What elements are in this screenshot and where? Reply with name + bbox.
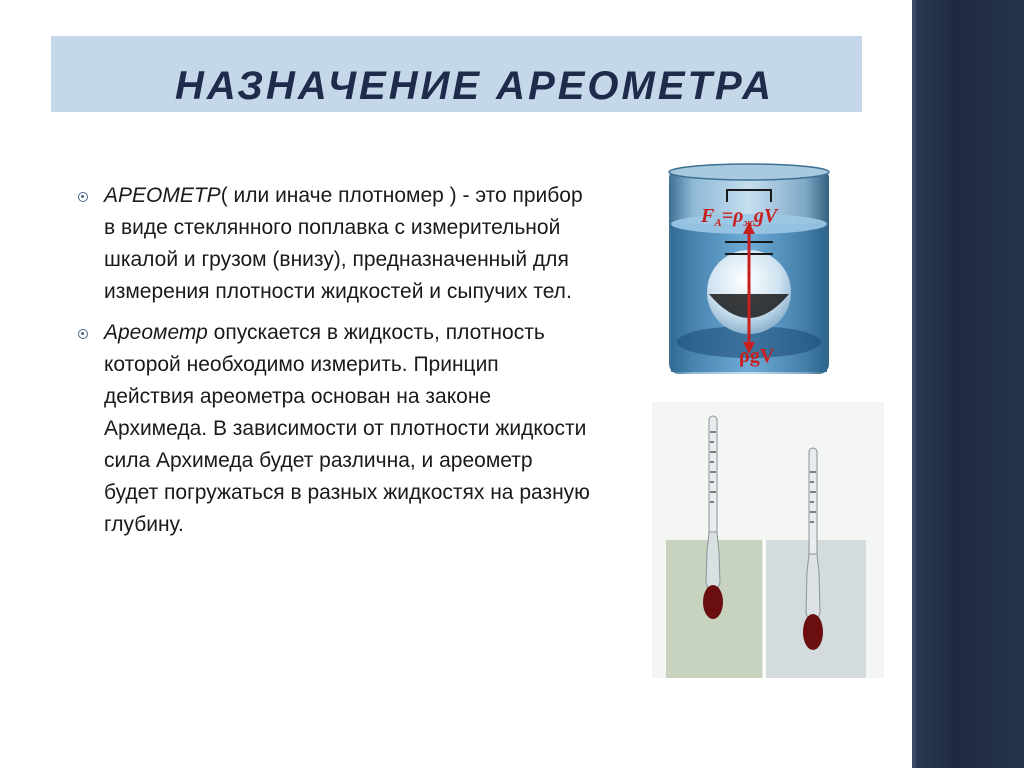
hydrometers-photo: [652, 402, 884, 678]
bullet-icon: [78, 192, 88, 202]
formula-part: A: [714, 217, 722, 229]
paragraph-text: ( или иначе плотномер ) - это прибор в виде стеклянного поплавка с измерительной шкалой и грузом (внизу), предназначенный для измерения плотности жидкостей и сыпучих тел.: [104, 184, 583, 303]
paragraph-principle: [72, 317, 592, 541]
right-side-band: [912, 0, 1024, 768]
formula-part: gV: [753, 205, 778, 227]
text-content: [72, 180, 592, 550]
hydrometer-weight-left: [703, 585, 723, 619]
force-down-formula: ρgV: [739, 345, 775, 367]
hydrometer-weight-right: [803, 614, 823, 650]
formula-part: ж: [743, 217, 754, 229]
term-lead: АРЕОМЕТР: [104, 184, 221, 207]
hydrometer-stem-right: [809, 448, 817, 558]
term-lead: Ареометр: [104, 321, 208, 344]
beaker-forces-figure: [665, 162, 833, 384]
bullet-icon: [78, 329, 88, 339]
formula-part: F: [701, 205, 715, 227]
title-bar: [51, 36, 862, 112]
paragraph-text: опускается в жидкость, плотность которой необходимо измерить. Принцип действия ареометра основан на законе Архимеда. В зависимости от плотности жидкости сила Архимеда будет различна, и ареометр будет погружаться в разных жидкостях на разную глубину.: [104, 321, 590, 536]
force-up-formula: [700, 205, 779, 229]
formula-part: =ρ: [721, 205, 744, 227]
page-title: НАЗНАЧЕНИЕ АРЕОМЕТРА: [175, 64, 775, 108]
beaker-rim: [669, 164, 829, 180]
hydrometer-stem-left: [709, 416, 717, 536]
paragraph-definition: [72, 180, 592, 308]
